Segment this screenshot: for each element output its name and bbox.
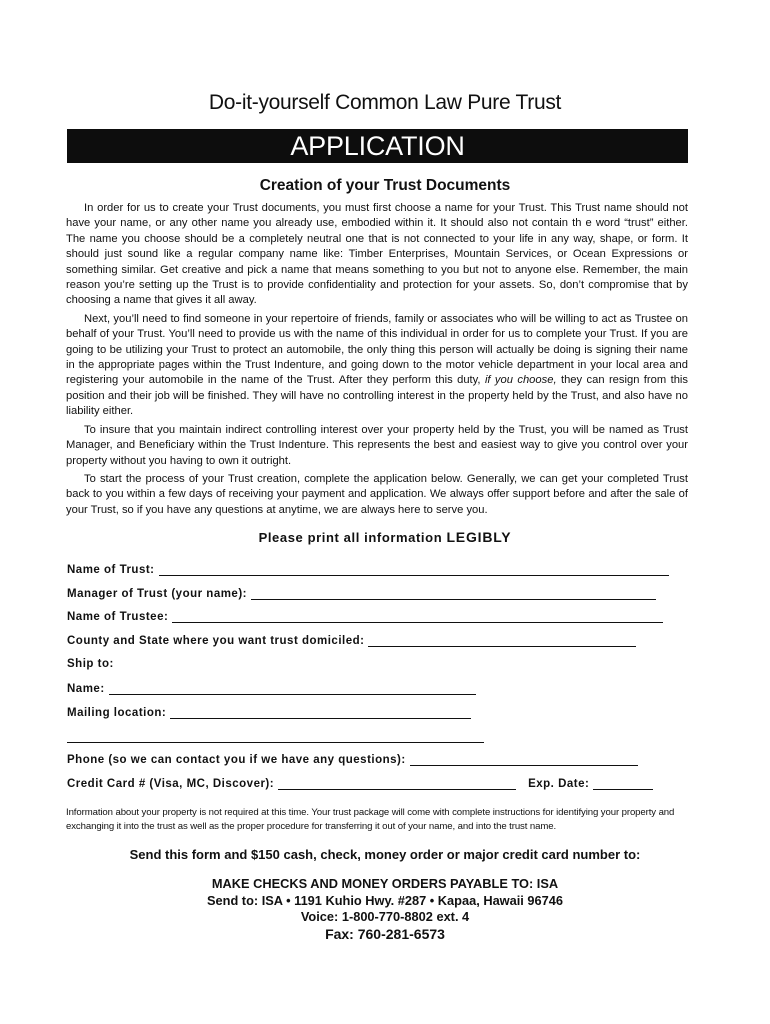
exp-date-label: Exp. Date: <box>528 778 590 790</box>
name-of-trust-input[interactable] <box>159 563 669 576</box>
name-input[interactable] <box>109 682 476 695</box>
trustee-field <box>67 610 663 623</box>
mailing-location-line-2 <box>67 730 484 743</box>
name-label: Name: <box>67 683 105 695</box>
credit-card-label: Credit Card # (Visa, MC, Discover): <box>67 778 275 790</box>
section-subtitle: Creation of your Trust Documents <box>259 177 511 194</box>
trustee-input[interactable] <box>172 610 663 623</box>
mailing-location-field <box>67 706 471 719</box>
name-of-trust-field <box>67 563 669 576</box>
manager-field <box>67 587 656 600</box>
mailing-address: Send to: ISA • 1191 Kuhio Hwy. #287 • Kapaa, Hawaii 96746 <box>206 892 564 908</box>
paragraph-trust-name: In order for us to create your Trust documents, you must first choose a name for your Trust. This Trust name should not have your name, or any other name you already use, embodied within it. It should also not contain th e word “trust” either. The name you choose should be a completely neutral one that is not connected to your life in any way, shape, or form. It should just sound like a regular company name like: Timber Enterprises, Mountain Services, or Ocean Expressions or something similar. Get creative and pick a name that means something to you but not to anyone else. Remember, the main reason you’re setting up the Trust is to provide confidentiality and protection for your assets. So, don’t compromise that by choosing a name that gives it all away. <box>66 202 688 307</box>
county-state-input[interactable] <box>368 634 636 647</box>
manager-input[interactable] <box>251 587 656 600</box>
credit-card-field <box>67 777 653 790</box>
ship-to-field <box>67 658 114 670</box>
county-state-field <box>67 634 636 647</box>
mailing-location-input[interactable] <box>170 706 471 719</box>
payable-to: MAKE CHECKS AND MONEY ORDERS PAYABLE TO: ISA <box>211 876 559 891</box>
manager-label: Manager of Trust (your name): <box>67 588 247 600</box>
phone-field <box>67 753 638 766</box>
voice-phone: Voice: 1-800-770-8802 ext. 4 <box>300 909 470 924</box>
fax-number: Fax: 760-281-6573 <box>325 925 445 942</box>
application-banner: APPLICATION <box>67 129 688 163</box>
property-info-note: Information about your property is not required at this time. Your trust package will come with complete instructions for identifying your property and exchanging it into the trust as well as the proper procedure for transferring it out of your name, and into the trust name. <box>66 807 675 832</box>
payment-contact-block <box>0 876 770 942</box>
paragraph-trustee: Next, you’ll need to find someone in your repertoire of friends, family or associates who will be willing to act as Trustee on behalf of your Trust. You’ll need to provide us with the name of this individual in order for us to complete your Trust. If you are going to be utilizing your Trust to protect an automobile, the only thing this person will actually be doing is signing their name in the appropriate pages within the Trust Indenture, and going down to the motor vehicle department in your local area and registering your automobile in the name of the Trust. After they perform this duty, if you choose, they can resign from this position and their job will be finished. They will have no controlling interest in the property held by the Trust, and also have no liability either. <box>66 312 688 418</box>
mailing-location-input-2[interactable] <box>67 730 484 743</box>
print-legibly-heading: Please print all information LEGIBLY <box>258 529 512 545</box>
phone-label: Phone (so we can contact you if we have any questions): <box>67 754 406 766</box>
county-state-label: County and State where you want trust domiciled: <box>67 635 365 647</box>
paragraph-control: To insure that you maintain indirect controlling interest over your property held by the Trust, you will be named as Trust Manager, and Beneficiary within the Trust Indenture. This represents the best and easiest way to give you control over your property without you having to own it outright. <box>66 423 688 467</box>
trustee-label: Name of Trustee: <box>67 611 169 623</box>
send-instructions: Send this form and $150 cash, check, money order or major credit card number to: <box>129 847 641 862</box>
ship-to-label: Ship to: <box>67 658 114 670</box>
page-title: Do-it-yourself Common Law Pure Trust <box>208 91 562 114</box>
credit-card-input[interactable] <box>278 777 516 790</box>
exp-date-input[interactable] <box>593 777 653 790</box>
instructions-text <box>66 201 688 521</box>
name-of-trust-label: Name of Trust: <box>67 564 155 576</box>
phone-input[interactable] <box>410 753 638 766</box>
name-field <box>67 682 476 695</box>
mailing-location-label: Mailing location: <box>67 707 167 719</box>
paragraph-start-process: To start the process of your Trust creation, complete the application below. Generally, we can get your completed Trust back to you within a few days of receiving your payment and application. We always offer support before and after the sale of your Trust, so if you have any questions at anytime, we are always here to serve you. <box>66 472 688 516</box>
